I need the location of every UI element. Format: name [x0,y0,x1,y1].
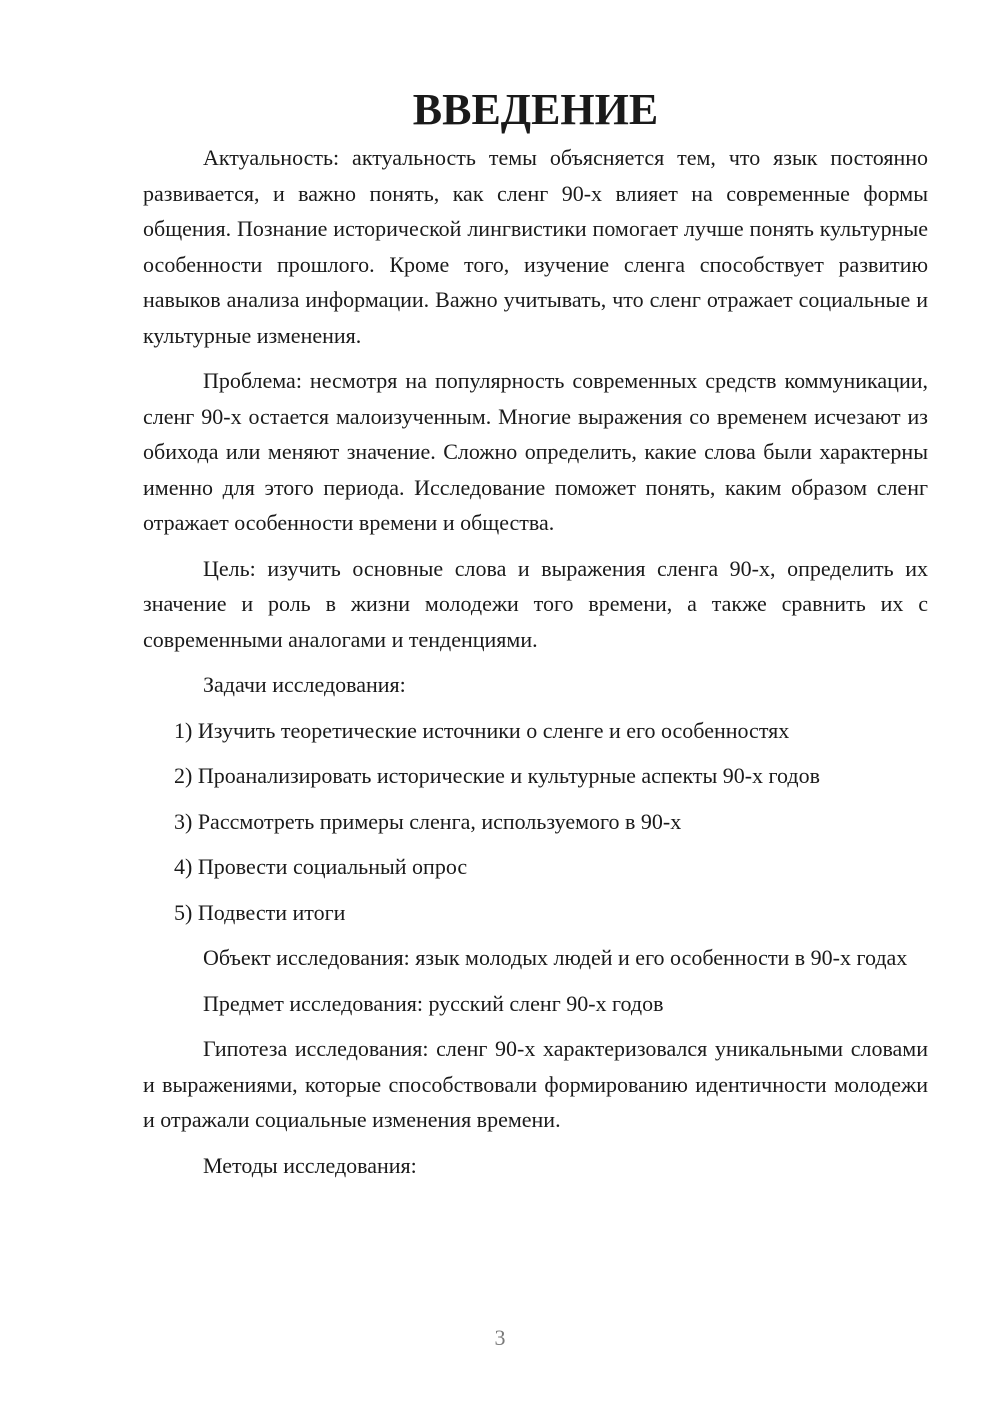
task-list [143,713,928,931]
subject-paragraph: Предмет исследования: русский сленг 90-х годов [203,990,664,1016]
relevance-paragraph: Актуальность: актуальность темы объясняется тем, что язык постоянно развивается, и важно понять, как сленг 90-х влияет на современные формы общения. Познание исторической лингвистики помогает лучше понять культурные особенности прошлого. Кроме того, изучение сленга способствует развитию навыков анализа информации. Важно учитывать, что сленг отражает социальные и культурные изменения. [143,145,928,348]
list-item: 3) Рассмотреть примеры сленга, используемого в 90-х [174,808,682,834]
problem-paragraph: Проблема: несмотря на популярность современных средств коммуникации, сленг 90-х остается малоизученным. Многие выражения со временем исчезают из обихода или меняют значение. Сложно определить, какие слова были характерны именно для этого периода. Исследование поможет понять, каким образом сленг отражает особенности времени и общества. [143,368,928,535]
list-item: 5) Подвести итоги [174,899,346,925]
hypothesis-paragraph: Гипотеза исследования: сленг 90-х характеризовался уникальными словами и выражениями, которые способствовали формированию идентичности молодежи и отражали социальные изменения времени. [143,1036,928,1132]
list-item: 1) Изучить теоретические источники о сленге и его особенностях [174,717,790,743]
document-page [143,85,928,1183]
tasks-title: Задачи исследования: [203,672,406,697]
list-item: 2) Проанализировать исторические и культурные аспекты 90-х годов [174,763,820,788]
page-number: 3 [494,1325,506,1350]
goal-paragraph: Цель: изучить основные слова и выражения сленга 90-х, определить их значение и роль в жизни молодежи того времени, а также сравнить их с современными аналогами и тенденциями. [143,555,928,652]
methods-paragraph: Методы исследования: [203,1152,417,1178]
object-paragraph: Объект исследования: язык молодых людей и его особенности в 90-х годах [203,945,908,970]
page-heading: ВВЕДЕНИЕ [412,85,659,134]
list-item: 4) Провести социальный опрос [174,854,468,879]
